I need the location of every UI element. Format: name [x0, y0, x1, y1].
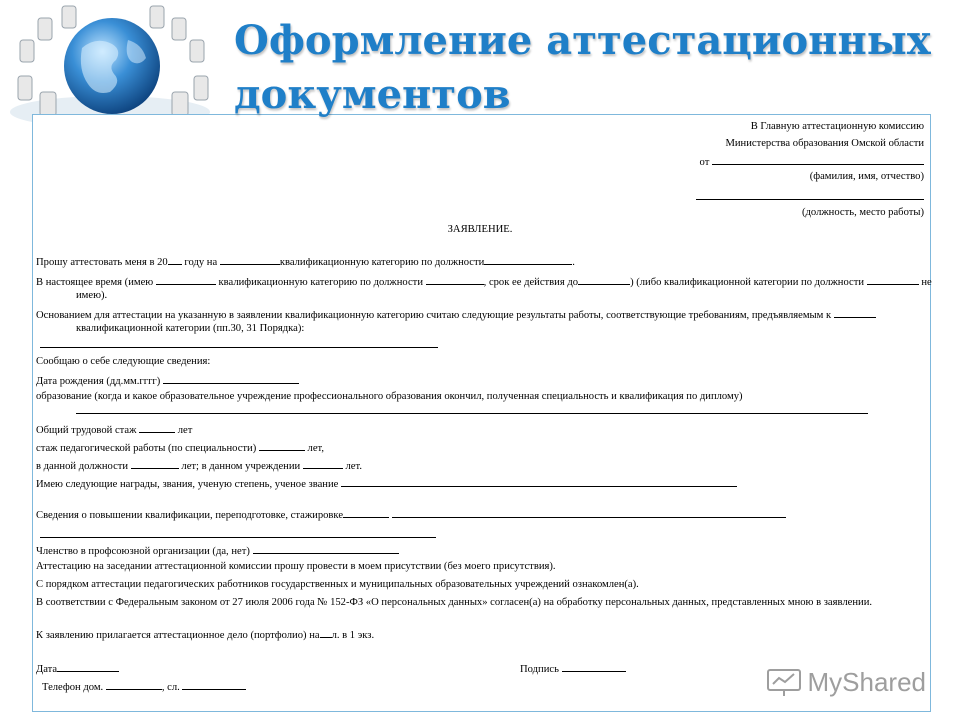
signature-line: Подпись [520, 661, 626, 676]
para-total-experience: Общий трудовой стаж лет [36, 422, 916, 437]
date-line: Дата [36, 661, 916, 676]
para-acquainted: С порядком аттестации педагогических работников государственных и муниципальных образовательных учреждений ознакомлен(а). [36, 579, 639, 590]
category-field[interactable] [220, 254, 280, 265]
para-request: Прошу аттестовать меня в 20 году на квалификационную категорию по должности . [36, 254, 916, 269]
para-attachment: К заявлению прилагается аттестационное дело (портфолио) на л. в 1 экз. [36, 627, 916, 642]
position-field[interactable] [696, 199, 924, 200]
header-line-commission: В Главную аттестационную комиссию [750, 121, 924, 132]
globe-logo [0, 0, 230, 130]
para-qualification: Сведения о повышении квалификации, переподготовке, стажировке [36, 507, 916, 522]
date-field[interactable] [57, 661, 119, 672]
birthdate-field[interactable] [163, 373, 299, 384]
slide-title: Оформление аттестационных документов [234, 17, 931, 118]
home-phone-field[interactable] [106, 679, 162, 690]
para-position-experience: в данной должности лет; в данном учреждении лет. [36, 458, 916, 473]
header-line-ministry: Министерства образования Омской области [725, 138, 924, 149]
para-union: Членство в профсоюзной организации (да, нет) [36, 543, 916, 558]
grounds-line[interactable] [40, 347, 438, 348]
header-line-fio-hint: (фамилия, имя, отчество) [809, 171, 924, 182]
header-line-from: от [700, 154, 924, 169]
para-current-category: В настоящее время (имею квалификационную категорию по должности , срок ее действия до ) (либо квалификационной категории по должности не имею). [36, 274, 956, 302]
presentation-icon [766, 668, 802, 698]
para-grounds: Основанием для аттестации на указанную в заявлении квалификационную категорию считаю следующие результаты работы, соответствующие требованиям, предъявляемым к квалификационной категории (пп.30, 31 Порядка): [36, 307, 956, 335]
myshared-watermark: MyShared [766, 667, 927, 698]
para-education: образование (когда и какое образовательное учреждение профессионального образования окончил, полученная специальность и квалификация по диплому) [36, 391, 743, 402]
work-phone-field[interactable] [182, 679, 246, 690]
education-line[interactable] [76, 413, 868, 414]
position-request-field[interactable] [484, 254, 572, 265]
signature-field[interactable] [562, 661, 626, 672]
para-teaching-experience: стаж педагогической работы (по специальности) лет, [36, 440, 916, 455]
para-awards: Имею следующие награды, звания, ученую степень, ученое звание [36, 476, 916, 491]
from-name-field[interactable] [712, 154, 924, 165]
header-line-position-hint: (должность, место работы) [802, 207, 924, 218]
statement-title: ЗАЯВЛЕНИЕ. [447, 224, 513, 235]
para-presence: Аттестацию на заседании аттестационной комиссии прошу провести в моем присутствии (без моего присутствия). [36, 561, 556, 572]
para-info: Сообщаю о себе следующие сведения: [36, 356, 211, 367]
para-personal-data: В соответствии с Федеральным законом от 27 июля 2006 года № 152-ФЗ «О персональных данных» согласен(а) на обработку персональных данных, представленных мною в заявлении. [36, 597, 873, 608]
phone-line: Телефон дом. , сл. [42, 679, 922, 694]
para-birthdate: Дата рождения (дд.мм.гггг) [36, 373, 916, 388]
qualification-line[interactable] [40, 537, 436, 538]
